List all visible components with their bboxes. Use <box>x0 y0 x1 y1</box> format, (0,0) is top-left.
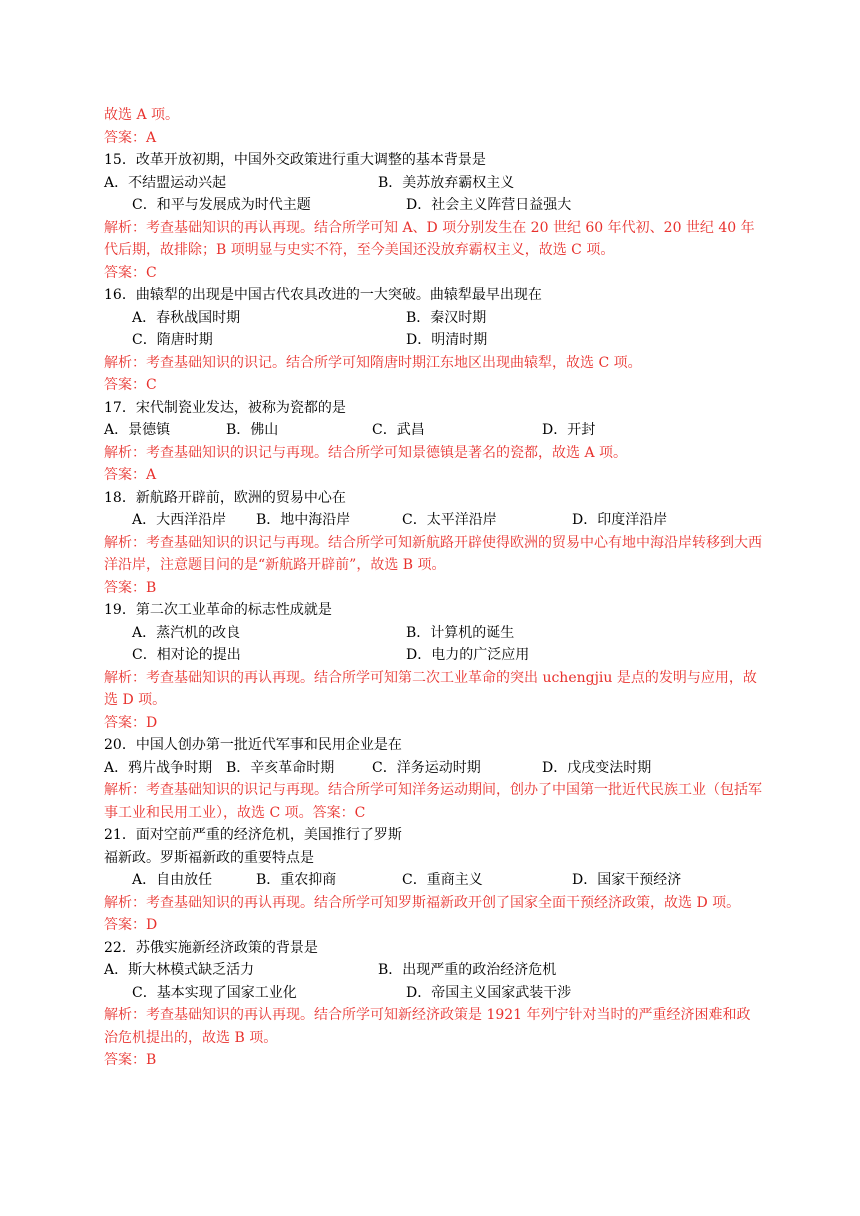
option-a: A．春秋战国时期 <box>132 309 241 326</box>
option-c: C．武昌 <box>372 422 425 438</box>
option-row <box>104 622 764 645</box>
analysis-text: 解析：考查基础知识的识记。结合所学可知隋唐时期江东地区出现曲辕犁，故选 C 项。 <box>104 354 642 371</box>
option-b: B．秦汉时期 <box>406 309 487 326</box>
answer-text: 答案：C <box>104 264 157 281</box>
option-b: B．重农抑商 <box>256 872 337 888</box>
question-stem: 17．宋代制瓷业发达，被称为瓷都的是 <box>104 399 346 416</box>
answer-text: 答案：A <box>104 129 157 146</box>
analysis-text: 解析：考查基础知识的识记与再现。结合所学可知景德镇是著名的瓷都，故选 A 项。 <box>104 444 628 461</box>
option-d: D．印度洋沿岸 <box>572 512 668 528</box>
answer-text: 答案：D <box>104 917 158 933</box>
option-d: D．明清时期 <box>406 332 488 348</box>
option-a: A．不结盟运动兴起 <box>104 174 227 191</box>
conclusion-text: 故选 A 项。 <box>104 107 180 123</box>
option-row <box>104 307 764 330</box>
option-a: A．蒸汽机的改良 <box>132 624 241 641</box>
option-d: D．社会主义阵营日益强大 <box>406 197 572 213</box>
question-stem: 18．新航路开辟前，欧洲的贸易中心在 <box>104 489 346 506</box>
question-stem: 16．曲辕犁的出现是中国古代农具改进的一大突破。曲辕犁最早出现在 <box>104 287 542 303</box>
option-c: C．太平洋沿岸 <box>402 512 497 528</box>
option-row <box>104 329 764 352</box>
question-stem: 21．面对空前严重的经济危机，美国推行了罗斯 <box>104 827 402 843</box>
option-a: A．斯大林模式缺乏活力 <box>104 962 255 978</box>
option-b: B．地中海沿岸 <box>256 512 351 528</box>
analysis-text: 解析：考查基础知识的再认再现。结合所学可知罗斯福新政开创了国家全面干预经济政策，故选 D 项。 <box>104 894 741 911</box>
option-d: D．开封 <box>542 422 596 438</box>
option-c: C．重商主义 <box>402 872 483 888</box>
option-c: C．洋务运动时期 <box>372 759 481 776</box>
option-a: A．景德镇 <box>104 422 171 438</box>
answer-text: 答案：D <box>104 714 158 731</box>
exam-page <box>104 104 764 1072</box>
option-b: B．出现严重的政治经济危机 <box>378 962 557 978</box>
analysis-text: 解析：考查基础知识的再认再现。结合所学可知第二次工业革命的突出 uchengjiu 是点的发明与应用，故选 D 项。 <box>104 669 757 708</box>
option-row <box>104 172 764 195</box>
option-a: A．自由放任 <box>132 872 213 888</box>
answer-text: 答案：C <box>104 377 157 393</box>
option-c: C．隋唐时期 <box>132 332 213 348</box>
option-row <box>104 869 764 892</box>
option-d: D．戊戌变法时期 <box>542 759 652 776</box>
option-c: C．相对论的提出 <box>132 647 241 663</box>
question-stem: 20．中国人创办第一批近代军事和民用企业是在 <box>104 737 402 753</box>
option-d: D．电力的广泛应用 <box>406 647 530 663</box>
option-a: A．大西洋沿岸 <box>132 512 227 528</box>
analysis-text: 解析：考查基础知识的再认再现。结合所学可知 A、D 项分别发生在 20 世纪 60 年代初、20 世纪 40 年代后期，故排除；B 项明显与史实不符，至今美国还没放弃霸权主义，故选 C 项。 <box>104 219 755 258</box>
answer-text: 答案：B <box>104 579 157 596</box>
answer-text: 答案：B <box>104 1052 157 1068</box>
option-row <box>104 982 764 1005</box>
option-b: B．辛亥革命时期 <box>226 759 335 776</box>
option-c: C．和平与发展成为时代主题 <box>132 197 311 213</box>
question-stem: 19．第二次工业革命的标志性成就是 <box>104 602 332 618</box>
option-d: D．帝国主义国家武装干涉 <box>406 984 572 1001</box>
option-b: B．佛山 <box>226 422 279 438</box>
option-c: C．基本实现了国家工业化 <box>132 984 297 1001</box>
option-row <box>104 959 764 982</box>
option-b: B．计算机的诞生 <box>406 624 515 641</box>
option-a: A．鸦片战争时期 <box>104 759 213 776</box>
answer-text: 答案：A <box>104 467 157 483</box>
option-row <box>104 757 764 780</box>
option-row <box>104 194 764 217</box>
option-row <box>104 644 764 667</box>
question-stem: 22．苏俄实施新经济政策的背景是 <box>104 939 318 956</box>
option-row <box>104 419 764 442</box>
analysis-text: 解析：考查基础知识的识记与再现。结合所学可知洋务运动期间，创办了中国第一批近代民族工业（包括军事工业和民用工业），故选 C 项。答案：C <box>104 782 762 821</box>
question-stem-continued: 福新政。罗斯福新政的重要特点是 <box>104 849 314 866</box>
option-b: B．美苏放弃霸权主义 <box>378 174 515 191</box>
question-stem: 15．改革开放初期，中国外交政策进行重大调整的基本背景是 <box>104 152 486 168</box>
option-row <box>104 509 764 532</box>
analysis-text: 解析：考查基础知识的再认再现。结合所学可知新经济政策是 1921 年列宁针对当时的严重经济困难和政治危机提出的，故选 B 项。 <box>104 1007 751 1046</box>
option-d: D．国家干预经济 <box>572 872 682 888</box>
analysis-text: 解析：考查基础知识的识记与再现。结合所学可知新航路开辟使得欧洲的贸易中心有地中海沿岸转移到大西洋沿岸，注意题目问的是“新航路开辟前”，故选 B 项。 <box>104 534 762 573</box>
